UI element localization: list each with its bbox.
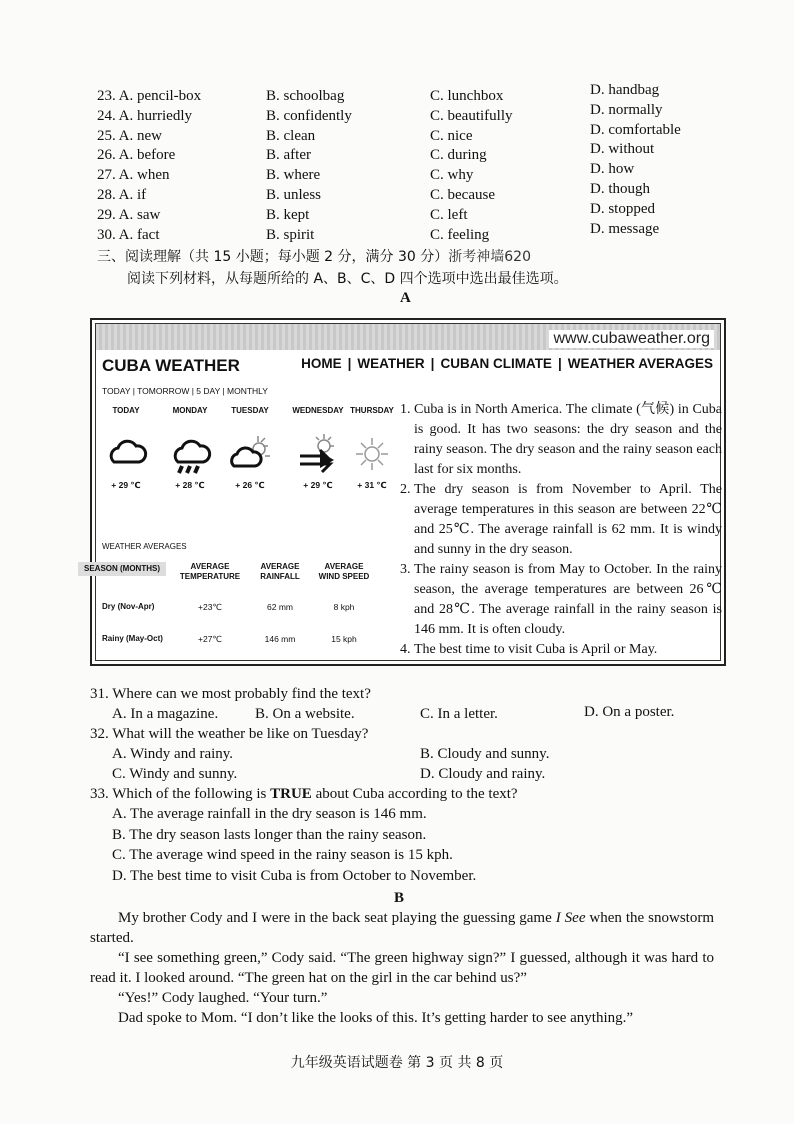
nav-separator: | [347, 356, 352, 371]
question-33-stem-post: about Cuba according to the text? [311, 786, 518, 802]
table-header: AVERAGE TEMPERATURE [179, 562, 241, 581]
browser-address-bar [96, 324, 720, 350]
watermark-text: 浙考神墙620 [448, 249, 531, 265]
weather-website-screenshot [84, 318, 726, 666]
option-25-b: B. clean [266, 127, 316, 144]
day-temp-today: + 29 ℃ [111, 480, 141, 490]
weather-averages-title: WEATHER AVERAGES [102, 542, 187, 551]
option-28-b: B. unless [266, 187, 322, 203]
option-30-b: B. spirit [266, 226, 315, 243]
nav-item: WEATHER [357, 356, 425, 371]
question-32-option: B. Cloudy and sunny. [420, 746, 550, 762]
table-row-label: Rainy (May-Oct) [102, 634, 163, 643]
weather-note: 3. The rainy season is from May to October. In the rainy season, the average temperatures are between 26℃ and 28℃. The average rainfall in the rainy season is 146 mm. It is often cloudy. [414, 560, 722, 640]
weather-note: 1. Cuba is in North America. The climate (气候) in Cuba is good. It has two seasons: the dry season and the rainy season. The dry season and the rainy season each last for six months. [414, 400, 722, 480]
p1-text-end: when the snowstorm started. [90, 910, 714, 946]
passage-b-paragraph-1 [90, 908, 714, 948]
table-cell: 146 mm [264, 634, 296, 644]
option-27-n: 27. A. when [97, 167, 170, 184]
day-label-tuesday: TUESDAY [231, 406, 269, 415]
p1-text: My brother Cody and I were in the back seat playing the guessing game [118, 910, 556, 926]
weather-notes [396, 400, 722, 660]
question-33-option: C. The average wind speed in the rainy season is 15 kph. [112, 847, 453, 863]
day-label-thursday: THURSDAY [350, 406, 394, 415]
question-33-option: D. The best time to visit Cuba is from October to November. [112, 867, 477, 884]
passage-b-paragraph-3: “Yes!” Cody laughed. “Your turn.” [118, 990, 328, 1006]
option-30-d: D. message [590, 220, 660, 237]
nav-item: WEATHER AVERAGES [567, 356, 713, 371]
nav-item: HOME [301, 356, 342, 371]
passage-b-paragraph-4: Dad spoke to Mom. “I don’t like the looks of this. It’s getting harder to see anything.” [118, 1010, 634, 1026]
question-31-option: B. On a website. [255, 706, 355, 722]
day-label-today: TODAY [112, 406, 140, 415]
table-cell: 62 mm [267, 602, 293, 612]
option-28-d: D. though [590, 181, 650, 197]
cloud-heavy-rain-icon [168, 432, 212, 476]
option-27-d: D. how [590, 161, 635, 178]
table-header: AVERAGE RAINFALL [260, 562, 300, 581]
passage-b [90, 908, 714, 1028]
option-25-c: C. nice [430, 127, 473, 144]
day-temp-tuesday: + 26 ℃ [235, 480, 265, 490]
weather-note: 4. The best time to visit Cuba is April or May. [414, 640, 722, 660]
site-nav [298, 356, 716, 371]
table-header: SEASON (MONTHS) [78, 562, 166, 576]
section-heading [97, 246, 531, 266]
table-row-label: Dry (Nov-Apr) [102, 602, 155, 611]
option-27-c: C. why [430, 167, 474, 184]
question-33-stem [90, 786, 518, 803]
day-label-monday: MONDAY [172, 406, 208, 415]
question-31-stem: 31. Where can we most probably find the text? [90, 686, 371, 702]
question-32-option: A. Windy and rainy. [112, 746, 234, 762]
day-temp-thursday: + 31 ℃ [357, 480, 387, 490]
option-29-c: C. left [430, 206, 468, 223]
option-28-n: 28. A. if [97, 187, 147, 203]
option-23-c: C. lunchbox [430, 88, 504, 104]
table-cell: 15 kph [331, 634, 357, 644]
option-26-b: B. after [266, 147, 311, 164]
sun-icon [350, 432, 394, 476]
cloud-rain-icon [104, 432, 148, 476]
question-31-option: C. In a letter. [420, 706, 498, 722]
table-header: AVERAGE WIND SPEED [318, 562, 370, 581]
question-33-option: B. The dry season lasts longer than the rainy season. [112, 826, 427, 843]
question-33-stem-bold: TRUE [270, 786, 312, 802]
option-28-c: C. because [430, 187, 495, 203]
option-26-n: 26. A. before [97, 147, 176, 164]
nav-item: CUBAN CLIMATE [440, 356, 552, 371]
option-25-n: 25. A. new [97, 127, 162, 144]
question-32-option: C. Windy and sunny. [112, 766, 238, 782]
option-23-n: 23. A. pencil-box [97, 88, 202, 104]
question-33-stem-pre: 33. Which of the following is [90, 786, 271, 802]
option-23-d: D. handbag [590, 82, 660, 98]
table-cell: +27℃ [198, 634, 222, 644]
option-29-d: D. stopped [590, 200, 655, 217]
option-26-c: C. during [430, 147, 487, 164]
passage-b-label: B [394, 890, 405, 906]
wind-sun-icon [296, 432, 340, 476]
url-text: www.cubaweather.org [549, 330, 714, 348]
question-33-option: A. The average rainfall in the dry season is 146 mm. [112, 806, 427, 822]
day-temp-wednesday: + 29 ℃ [303, 480, 333, 490]
weather-note: 2. The dry season is from November to April. The average temperatures in this season are between 22℃ and 25℃. The average rainfall is 62 mm. It is windy and sunny in the dry season. [414, 480, 722, 560]
option-23-b: B. schoolbag [266, 88, 345, 104]
section-heading-text: 三、阅读理解（共 15 小题；每小题 2 分，满分 30 分） [97, 249, 449, 265]
nav-separator: | [430, 356, 435, 371]
day-temp-monday: + 28 ℃ [175, 480, 205, 490]
option-24-c: C. beautifully [430, 107, 513, 124]
option-30-c: C. feeling [430, 226, 490, 243]
question-32-option: D. Cloudy and rainy. [420, 766, 546, 782]
instruction: 阅读下列材料，从每题所给的 A、B、C、D 四个选项中选出最佳选项。 [127, 271, 568, 287]
passage-a-label: A [400, 290, 411, 306]
option-29-n: 29. A. saw [97, 206, 161, 223]
site-title: CUBA WEATHER [102, 356, 240, 375]
option-24-n: 24. A. hurriedly [97, 107, 192, 124]
option-30-n: 30. A. fact [97, 226, 160, 243]
passage-b-paragraph-2: “I see something green,” Cody said. “The green highway sign?” I guessed, although it was hard to read it. I looked around. “The green hat on the girl in the car behind us?” [90, 950, 714, 986]
question-32-stem: 32. What will the weather be like on Tuesday? [90, 726, 369, 742]
question-31-option: D. On a poster. [584, 704, 675, 720]
question-31-option: A. In a magazine. [112, 706, 219, 722]
cloud-sun-icon [228, 432, 272, 476]
forecast-tabs: TODAY | TOMORROW | 5 DAY | MONTHLY [102, 386, 268, 396]
option-24-b: B. confidently [266, 107, 352, 124]
option-26-d: D. without [590, 141, 655, 158]
option-27-b: B. where [266, 167, 321, 184]
page-footer: 九年级英语试题卷 第 3 页 共 8 页 [290, 1055, 504, 1071]
table-cell: 8 kph [333, 602, 355, 612]
option-24-d: D. normally [590, 101, 663, 118]
option-25-d: D. comfortable [590, 121, 681, 138]
p1-italic: I See [555, 910, 586, 926]
day-label-wednesday: WEDNESDAY [292, 406, 344, 415]
nav-separator: | [557, 356, 562, 371]
option-29-b: B. kept [266, 206, 310, 223]
table-cell: +23℃ [198, 602, 222, 612]
